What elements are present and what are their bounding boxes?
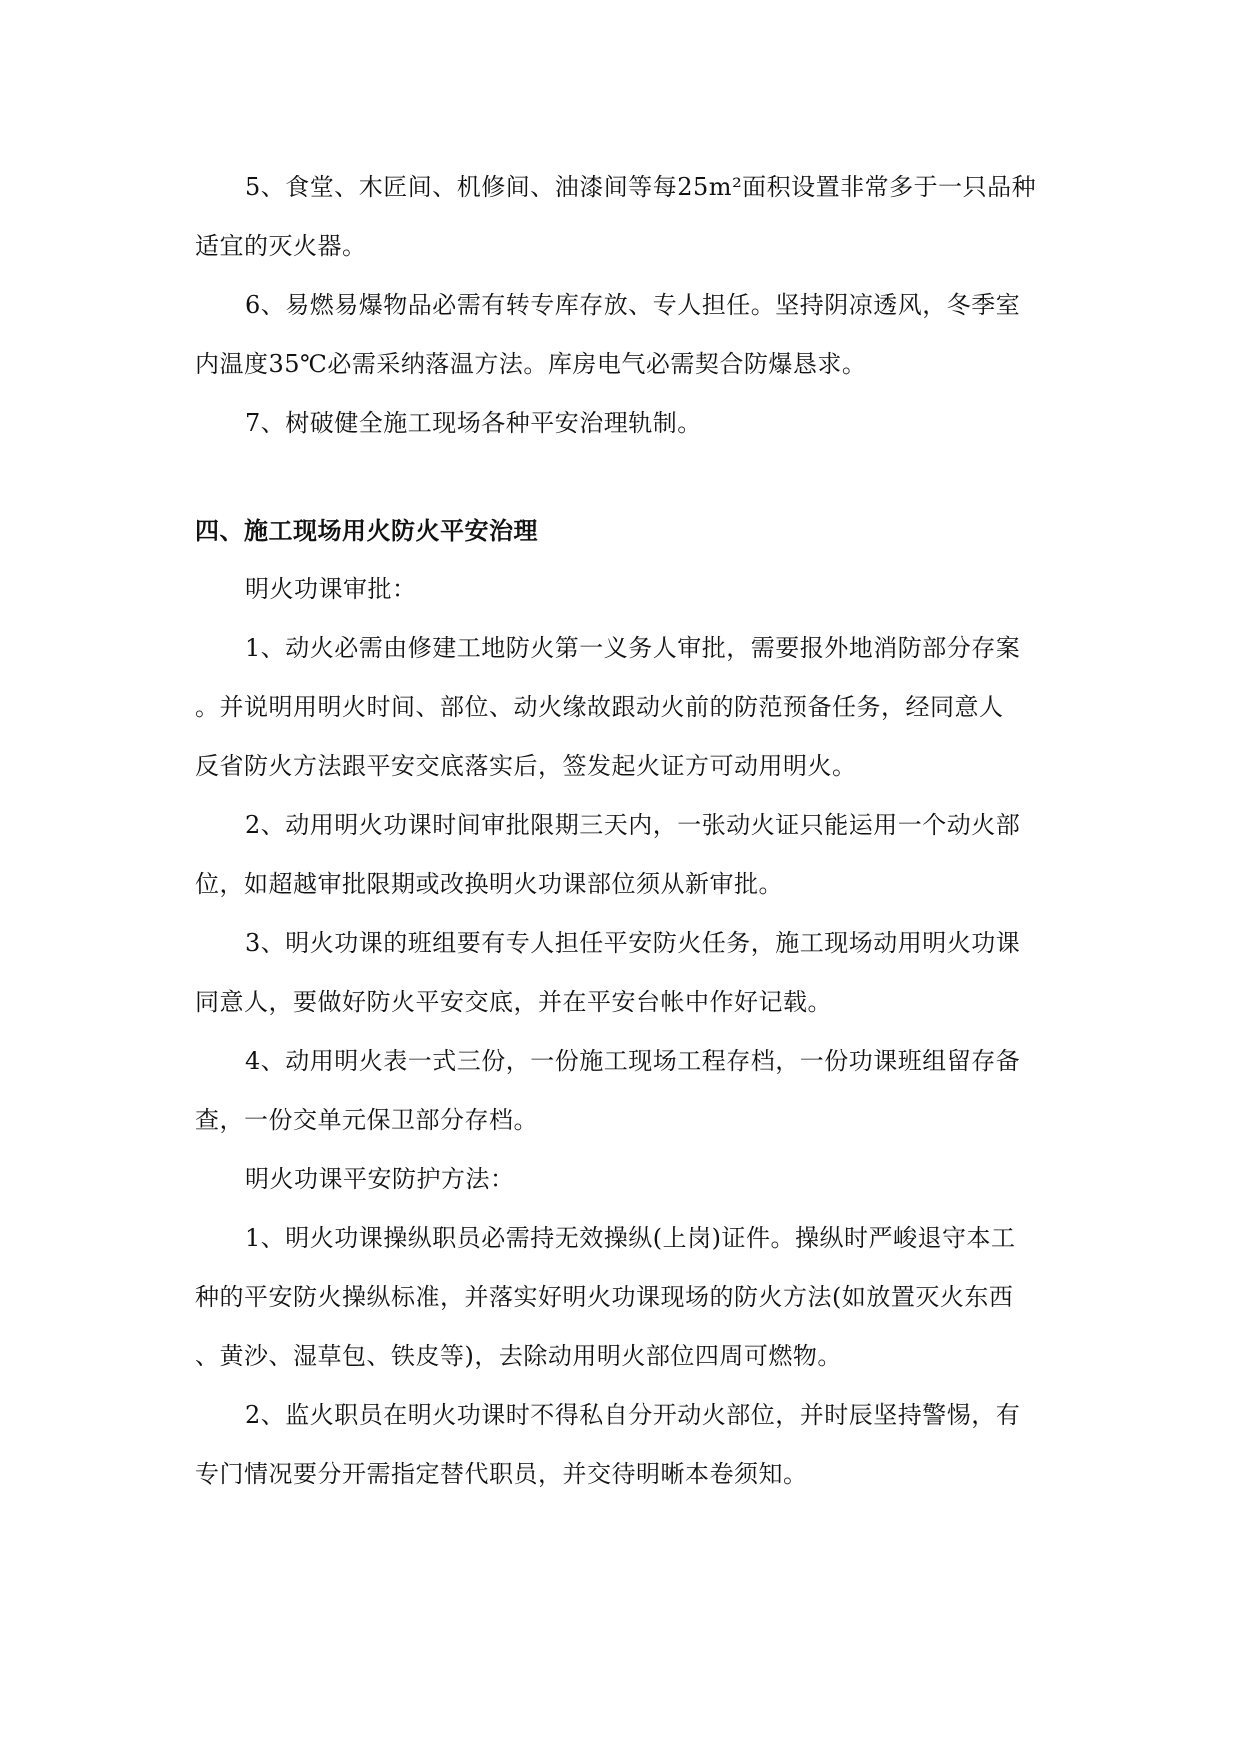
text-line: 明火功课审批： [245, 575, 417, 603]
text-line: 适宜的灭火器。 [195, 232, 367, 260]
text-line: 同意人，要做好防火平安交底，并在平安台帐中作好记载。 [195, 988, 832, 1016]
text-line: 7、树破健全施工现场各种平安治理轨制。 [245, 409, 702, 437]
text-line: 明火功课平安防护方法： [245, 1165, 515, 1193]
text-line: 1、动火必需由修建工地防火第一义务人审批，需要报外地消防部分存案 [245, 634, 1021, 662]
text-line: 2、监火职员在明火功课时不得私自分开动火部位，并时辰坚持警惕，有 [245, 1401, 1021, 1429]
text-line: 专门情况要分开需指定替代职员，并交待明晰本卷须知。 [195, 1460, 808, 1488]
text-line: 6、易燃易爆物品必需有转专库存放、专人担任。坚持阴凉透风，冬季室 [245, 291, 1021, 319]
text-line: 2、动用明火功课时间审批限期三天内，一张动火证只能运用一个动火部 [245, 811, 1021, 839]
text-line: 、黄沙、湿草包、铁皮等)，去除动用明火部位四周可燃物。 [195, 1342, 842, 1370]
text-line: 种的平安防火操纵标准，并落实好明火功课现场的防火方法(如放置灭火东西 [195, 1283, 1014, 1311]
text-line: 反省防火方法跟平安交底落实后，签发起火证方可动用明火。 [195, 752, 857, 780]
paragraph-block-top [195, 158, 1035, 453]
text-line: 位，如超越审批限期或改换明火功课部位须从新审批。 [195, 870, 783, 898]
text-line: 3、明火功课的班组要有专人担任平安防火任务，施工现场动用明火功课 [245, 929, 1021, 957]
document-page [195, 158, 1035, 1504]
text-line: 内温度35℃必需采纳落温方法。库房电气必需契合防爆恳求。 [195, 350, 867, 378]
section-gap [195, 453, 1035, 501]
text-line: 。并说明用明火时间、部位、动火缘故跟动火前的防范预备任务，经同意人 [195, 693, 1004, 721]
text-line: 查，一份交单元保卫部分存档。 [195, 1106, 538, 1134]
text-line: 4、动用明火表一式三份，一份施工现场工程存档，一份功课班组留存备 [245, 1047, 1021, 1075]
paragraph-block-section [195, 560, 1035, 1504]
text-line: 5、食堂、木匠间、机修间、油漆间等每25m²面积设置非常多于一只品种 [245, 173, 1037, 201]
section-heading: 四、施工现场用火防火平安治理 [195, 516, 538, 545]
text-line: 1、明火功课操纵职员必需持无效操纵(上岗)证件。操纵时严峻退守本工 [245, 1224, 1016, 1252]
